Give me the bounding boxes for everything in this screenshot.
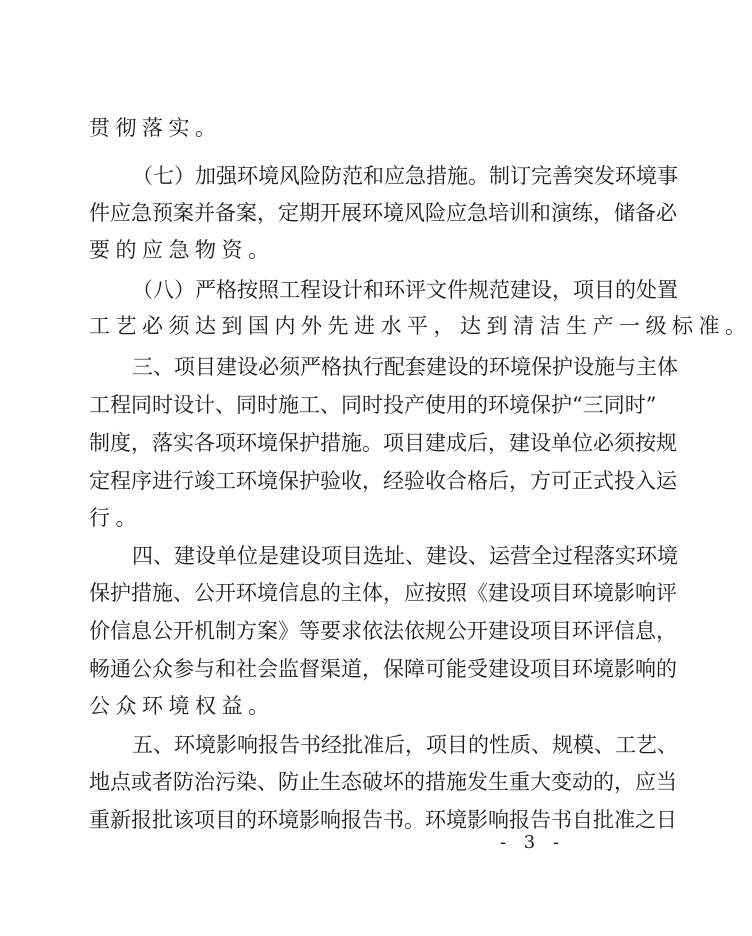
text-line: 定程序进行竣工环境保护验收，经验收合格后，方可正式投入运 [89,469,677,493]
text-line: 工程同时设计、同时施工、同时投产使用的环境保护“三同时” [89,393,657,417]
page-number: - 3 - [500,832,566,853]
text-line: 制度，落实各项环境保护措施。项目建成后，建设单位必须按规 [89,431,677,455]
text-line: 三、项目建设必须严格执行配套建设的环境保护设施与主体 [132,355,678,379]
text-line: 四、建设单位是建设项目选址、建设、运营全过程落实环境 [132,544,678,568]
text-line: 重新报批该项目的环境影响报告书。环境影响报告书自批准之日 [89,808,677,832]
text-line: 贯彻落实。 [89,116,222,140]
text-line: 工艺必须达到国内外先进水平，达到清洁生产一级标准。 [89,314,752,338]
text-line: 畅通公众参与和社会监督渠道，保障可能受建设项目环境影响的 [89,657,677,681]
text-line: 要的应急物资。 [89,238,275,262]
text-line: 件应急预案并备案，定期开展环境风险应急培训和演练，储备必 [89,201,677,225]
text-line: 地点或者防治污染、防止生态破坏的措施发生重大变动的，应当 [89,770,677,794]
text-line: 五、环境影响报告书经批准后，项目的性质、规模、工艺、 [132,733,678,757]
text-line: 保护措施、公开环境信息的主体，应按照《建设项目环境影响评 [89,581,677,605]
text-line: （七）加强环境风险防范和应急措施。制订完善突发环境事 [132,164,678,188]
text-line: 公众环境权益。 [89,694,275,718]
text-line: 行。 [89,506,142,530]
text-line: 价信息公开机制方案》等要求依法依规公开建设项目环评信息， [89,619,677,643]
text-line: （八）严格按照工程设计和环评文件规范建设，项目的处置 [132,278,678,302]
